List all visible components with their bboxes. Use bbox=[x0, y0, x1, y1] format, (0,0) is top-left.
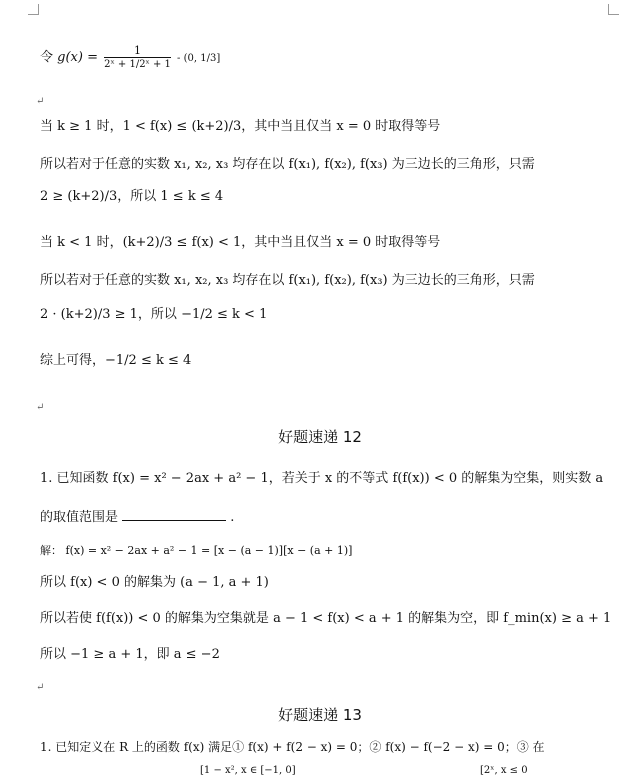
question-text: 的取值范围是 bbox=[40, 510, 119, 525]
solution-line: 所以若使 f(f(x)) < 0 的解集为空集就是 a − 1 < f(x) < a + 1 的解集为空，即 f_min(x) ≥ a + 1 bbox=[40, 611, 612, 626]
math-expression: g(x) = bbox=[57, 50, 98, 65]
solution-line: 所以 f(x) < 0 的解集为 (a − 1, a + 1) bbox=[40, 575, 269, 590]
paragraph-mark: ↵ bbox=[36, 96, 45, 107]
text-line: 当 k < 1 时，(k+2)/3 ≤ f(x) < 1，其中当且仅当 x = 0 时取得等号 bbox=[40, 235, 441, 250]
text-line: 当 k ≥ 1 时，1 < f(x) ≤ (k+2)/3，其中当且仅当 x = 0 时取得等号 bbox=[40, 119, 441, 134]
section-title: 好题速递 13 bbox=[278, 706, 362, 724]
solution-line bbox=[40, 542, 352, 560]
piecewise-fragment: [2ˣ, x ≤ 0 bbox=[480, 765, 528, 776]
piecewise-fragment: [1 − x², x ∈ [−1, 0] bbox=[200, 765, 296, 776]
question-line: 的取值范围是 . bbox=[40, 510, 235, 525]
paragraph-mark: ↵ bbox=[36, 682, 45, 693]
section-title: 好题速递 12 bbox=[278, 428, 362, 446]
text-line bbox=[40, 44, 220, 71]
line-prefix: 令 bbox=[40, 50, 54, 65]
paragraph-mark: ↵ bbox=[36, 402, 45, 413]
margin-corner-mark bbox=[28, 4, 39, 15]
math-tail: - (0, 1/3] bbox=[177, 53, 221, 64]
question-line: 1. 已知定义在 R 上的函数 f(x) 满足① f(x) + f(2 − x) = 0；② f(x) − f(−2 − x) = 0；③ 在 bbox=[40, 740, 545, 754]
solution-text: f(x) = x² − 2ax + a² − 1 = [x − (a − 1)][x − (a + 1)] bbox=[65, 544, 353, 557]
solution-label: 解： bbox=[40, 544, 62, 557]
solution-line: 所以 −1 ≥ a + 1，即 a ≤ −2 bbox=[40, 647, 220, 662]
question-line: 1. 已知函数 f(x) = x² − 2ax + a² − 1，若关于 x 的不等式 f(f(x)) < 0 的解集为空集，则实数 a bbox=[40, 471, 604, 486]
fraction bbox=[104, 44, 171, 71]
margin-corner-mark bbox=[608, 4, 619, 15]
text-line: 综上可得，−1/2 ≤ k ≤ 4 bbox=[40, 353, 192, 368]
fraction-denominator: 2ˣ + 1/2ˣ + 1 bbox=[104, 59, 171, 70]
text-line: 所以若对于任意的实数 x₁, x₂, x₃ 均存在以 f(x₁), f(x₂), f(x₃) 为三边长的三角形，只需 bbox=[40, 157, 535, 172]
fraction-numerator: 1 bbox=[104, 44, 171, 58]
text-line: 所以若对于任意的实数 x₁, x₂, x₃ 均存在以 f(x₁), f(x₂), f(x₃) 为三边长的三角形，只需 bbox=[40, 273, 535, 288]
answer-blank bbox=[122, 508, 226, 521]
text-line: 2 · (k+2)/3 ≥ 1，所以 −1/2 ≤ k < 1 bbox=[40, 307, 268, 322]
text-line: 2 ≥ (k+2)/3，所以 1 ≤ k ≤ 4 bbox=[40, 189, 224, 204]
